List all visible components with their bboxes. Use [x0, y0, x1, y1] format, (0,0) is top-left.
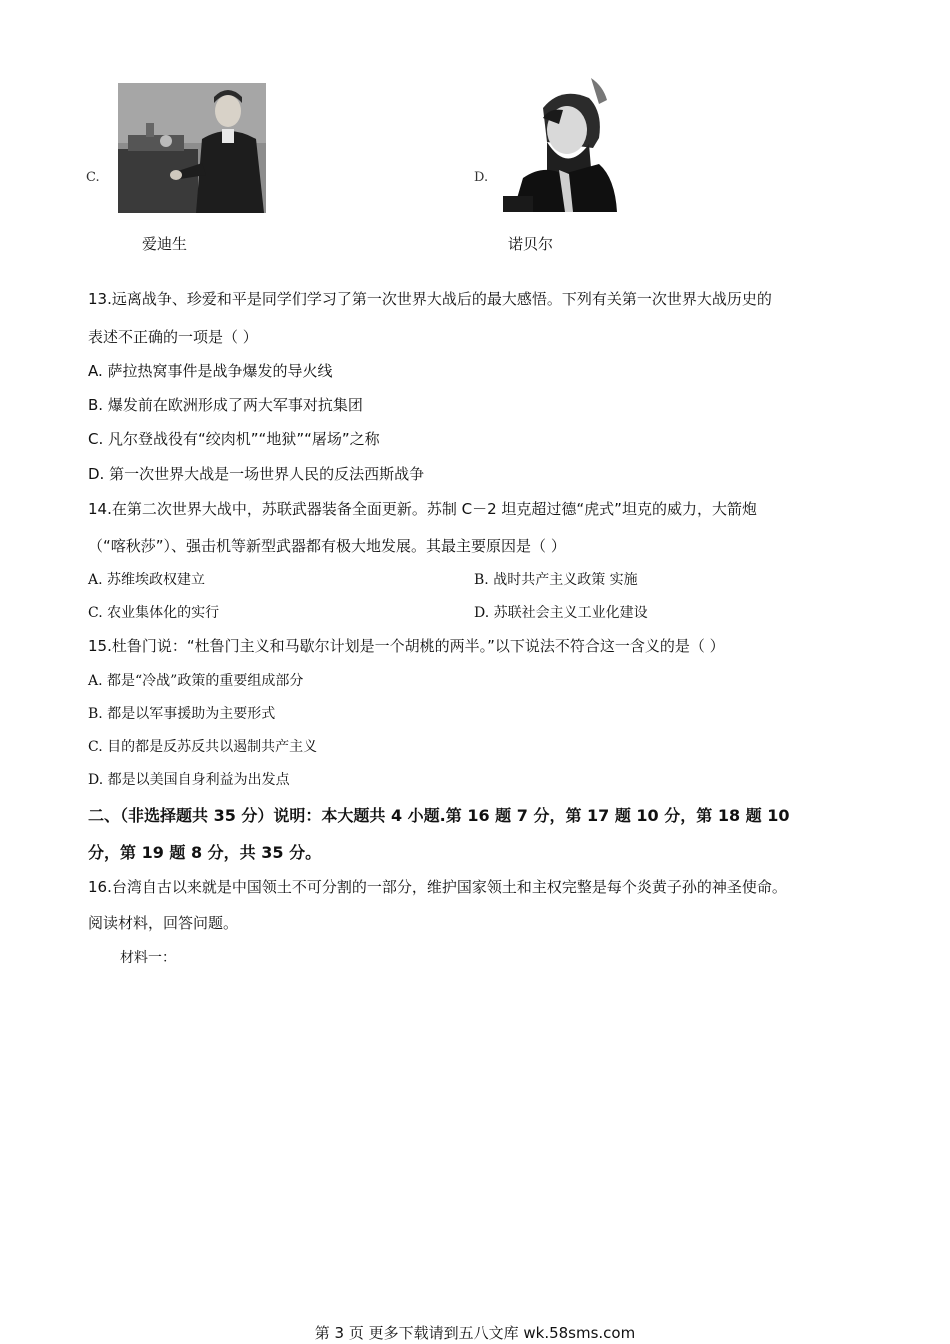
q15-option-d[interactable]: D. 都是以美国自身利益为出发点	[88, 772, 290, 788]
q15-option-b[interactable]: B. 都是以军事援助为主要形式	[88, 706, 276, 722]
q13-option-a[interactable]: A. 萨拉热窝事件是战争爆发的导火线	[88, 362, 333, 380]
page-footer: 第 3 页 更多下载请到五八文库 wk.58sms.com	[314, 1324, 636, 1342]
option-c-caption: 爱迪生	[142, 235, 188, 253]
q14-stem-line2: （“喀秋莎”）、强击机等新型武器都有极大地发展。其最主要原因是（ ）	[88, 537, 566, 555]
q14-stem-line1: 14.在第二次世界大战中，苏联武器装备全面更新。苏制 C－2 坦克超过德“虎式”坦克的威力，大箭炮	[88, 500, 757, 518]
q14-option-a[interactable]: A. 苏维埃政权建立	[88, 572, 206, 588]
option-c-image-label: C.	[86, 170, 100, 185]
edison-photo	[118, 83, 266, 213]
q15-option-a[interactable]: A. 都是“冷战”政策的重要组成部分	[88, 673, 304, 689]
nobel-photo	[503, 78, 617, 212]
q15-option-c[interactable]: C. 目的都是反苏反共以遏制共产主义	[88, 739, 318, 755]
q13-option-c[interactable]: C. 凡尔登战役有“绞肉机”“地狱”“屠场”之称	[88, 430, 380, 448]
option-d-caption: 诺贝尔	[508, 235, 554, 253]
q15-stem: 15.杜鲁门说：“杜鲁门主义和马歇尔计划是一个胡桃的两半。”以下说法不符合这一含义的是（ ）	[88, 637, 725, 655]
section2-heading-line1: 二、（非选择题共 35 分）说明：本大题共 4 小题.第 16 题 7 分，第 17 题 10 分，第 18 题 10	[88, 806, 790, 825]
q14-option-d[interactable]: D. 苏联社会主义工业化建设	[474, 605, 648, 621]
q14-option-b[interactable]: B. 战时共产主义政策 实施	[474, 572, 638, 588]
q13-stem-line1: 13.远离战争、珍爱和平是同学们学习了第一次世界大战后的最大感悟。下列有关第一次世界大战历史的	[88, 290, 772, 308]
q16-stem-line2: 阅读材料，回答问题。	[88, 914, 239, 932]
q14-option-c[interactable]: C. 农业集体化的实行	[88, 605, 220, 621]
q13-stem-line2: 表述不正确的一项是（ ）	[88, 328, 258, 346]
q16-stem-line1: 16.台湾自古以来就是中国领土不可分割的一部分，维护国家领土和主权完整是每个炎黄子孙的神圣使命。	[88, 878, 787, 896]
q13-option-b[interactable]: B. 爆发前在欧洲形成了两大军事对抗集团	[88, 396, 363, 414]
q13-option-d[interactable]: D. 第一次世界大战是一场世界人民的反法西斯战争	[88, 465, 425, 483]
section2-heading-line2: 分，第 19 题 8 分，共 35 分。	[88, 843, 322, 862]
option-d-image-label: D.	[474, 170, 489, 185]
q16-material-label: 材料一：	[120, 950, 176, 966]
